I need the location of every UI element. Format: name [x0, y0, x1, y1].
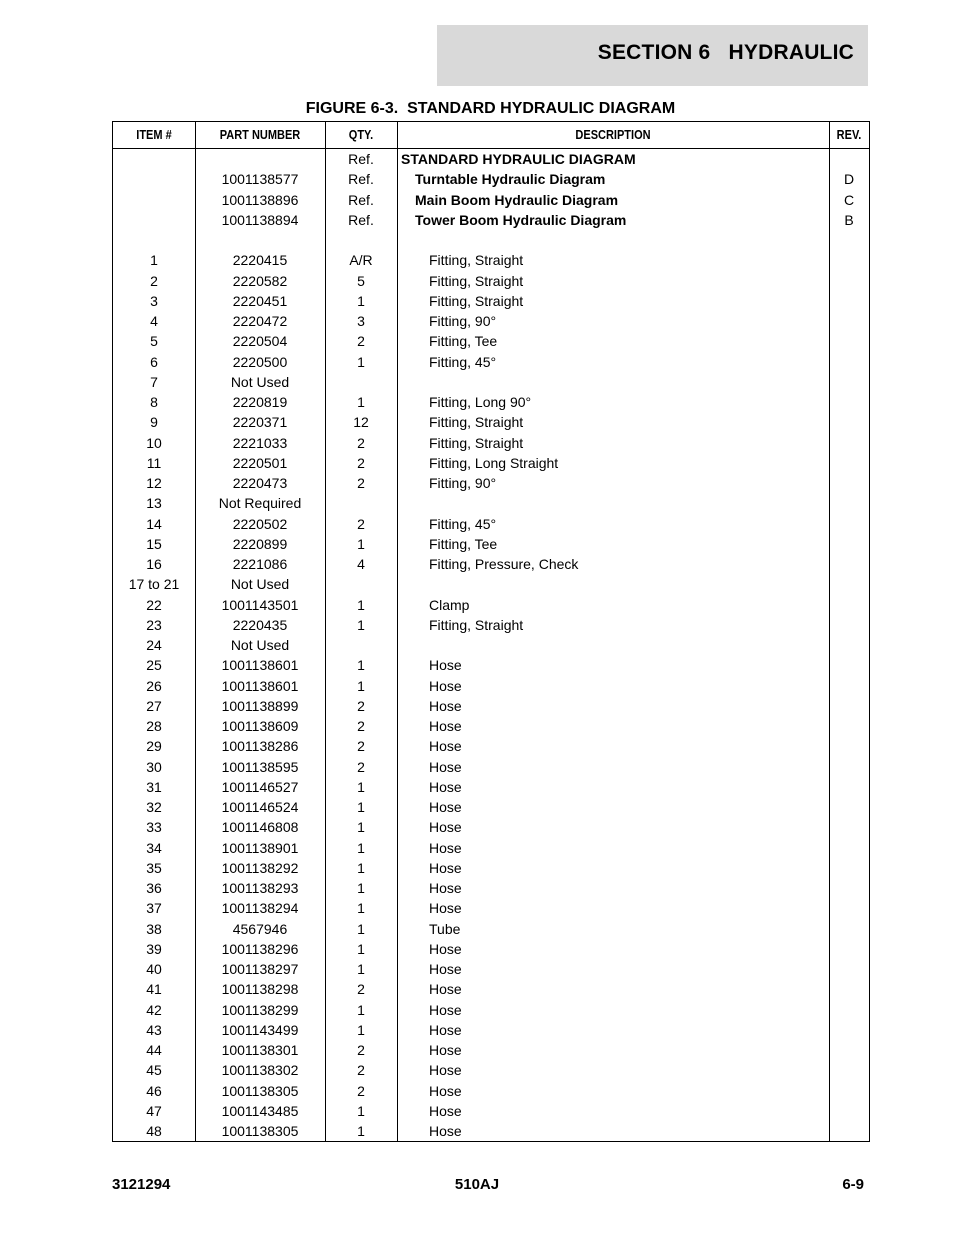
quantity-cell: 1	[357, 657, 365, 674]
description-cell: Hose	[429, 758, 462, 775]
table-row	[113, 534, 869, 554]
quantity-cell: 2	[357, 333, 365, 350]
item-number-cell: 24	[146, 637, 162, 653]
quantity-cell: 1	[357, 799, 365, 815]
table-row	[113, 1121, 869, 1141]
table-row	[113, 838, 869, 858]
description-cell: Hose	[429, 1021, 462, 1038]
description-cell: Clamp	[429, 596, 470, 613]
section-title: SECTION 6 HYDRAULIC	[597, 41, 854, 64]
description-cell: Fitting, Pressure, Check	[429, 556, 579, 572]
part-number-cell: Not Used	[230, 637, 290, 653]
table-row	[113, 939, 869, 959]
figure-title: FIGURE 6-3. STANDARD HYDRAULIC DIAGRAM	[305, 100, 676, 117]
quantity-cell: 12	[353, 414, 369, 431]
footer-model: 510AJ	[454, 1176, 500, 1193]
part-number-cell: 1001138595	[221, 758, 299, 775]
item-number-cell: 22	[146, 596, 162, 613]
quantity-cell: 3	[357, 313, 365, 329]
item-number-cell: 32	[146, 799, 162, 815]
part-number-cell: 1001146524	[221, 799, 299, 815]
part-number-cell: 1001138896	[221, 191, 299, 208]
item-number-cell: 17 to 21	[128, 576, 180, 593]
table-row	[113, 595, 869, 615]
quantity-cell: 1	[357, 394, 365, 410]
item-number-cell: 38	[146, 920, 162, 937]
item-number-cell: 11	[146, 454, 162, 471]
item-number-cell: 26	[146, 677, 162, 694]
item-number-cell: 48	[146, 1123, 162, 1139]
description-cell: Hose	[429, 697, 462, 714]
item-number-cell: 31	[146, 778, 162, 795]
part-number-cell: 2220899	[232, 535, 288, 552]
description-cell: Hose	[429, 859, 462, 876]
item-number-cell: 5	[150, 333, 158, 350]
item-number-cell: 15	[146, 535, 162, 552]
quantity-cell: 2	[357, 515, 365, 532]
quantity-cell: 1	[357, 596, 365, 613]
quantity-cell: 2	[357, 1082, 365, 1099]
table-row	[113, 433, 869, 453]
quantity-cell: 1	[357, 353, 365, 370]
table-row	[113, 878, 869, 898]
table-row	[113, 1040, 869, 1060]
section-banner	[437, 25, 868, 86]
quantity-cell: 2	[357, 718, 365, 734]
description-cell: Hose	[429, 718, 462, 734]
quantity-cell: 2	[357, 1042, 365, 1058]
description-cell: Hose	[429, 778, 462, 795]
item-number-cell: 36	[146, 880, 162, 896]
part-number-cell: 2220819	[232, 394, 288, 410]
quantity-cell: 1	[357, 677, 365, 694]
part-number-cell: 1001138294	[221, 900, 299, 917]
table-row	[113, 331, 869, 351]
revision-cell: C	[843, 191, 855, 208]
quantity-cell: 1	[357, 1123, 365, 1139]
part-number-cell: 1001146527	[221, 778, 299, 795]
part-number-cell: 1001138601	[221, 657, 299, 674]
quantity-cell: 1	[357, 292, 365, 309]
item-number-cell: 1	[150, 252, 158, 269]
item-number-cell: 27	[146, 697, 162, 714]
item-number-cell: 16	[146, 556, 162, 572]
part-number-cell: 1001143485	[221, 1102, 299, 1119]
item-number-cell: 12	[146, 475, 162, 491]
quantity-cell: 5	[357, 272, 365, 289]
column-header-part-number: PART NUMBER	[219, 128, 301, 142]
description-cell: Tube	[429, 920, 461, 937]
table-row	[113, 716, 869, 736]
quantity-cell: 4	[357, 556, 365, 572]
table-row	[113, 696, 869, 716]
table-row	[113, 493, 869, 513]
table-row	[113, 655, 869, 675]
item-number-cell: 25	[146, 657, 162, 674]
description-cell: Fitting, 90°	[429, 475, 497, 491]
description-cell: Hose	[429, 1001, 462, 1018]
table-row	[113, 919, 869, 939]
table-row	[113, 352, 869, 372]
revision-cell: B	[844, 211, 854, 228]
table-row	[113, 372, 869, 392]
quantity-cell: 2	[357, 758, 365, 775]
part-number-cell: 1001138894	[221, 211, 299, 228]
part-number-cell: 2220473	[232, 475, 288, 491]
quantity-cell: 1	[357, 880, 365, 896]
table-row	[113, 777, 869, 797]
item-number-cell: 2	[150, 272, 158, 289]
part-number-cell: Not Used	[230, 373, 290, 390]
table-row	[113, 676, 869, 696]
quantity-cell: 1	[357, 616, 365, 633]
table-row	[113, 271, 869, 291]
table-row	[113, 250, 869, 270]
table-row	[113, 797, 869, 817]
quantity-cell: 2	[357, 697, 365, 714]
part-number-cell: 2220451	[232, 292, 288, 309]
table-row	[113, 757, 869, 777]
description-cell: Hose	[429, 819, 462, 836]
quantity-cell: 1	[357, 819, 365, 836]
part-number-cell: 2220501	[232, 454, 288, 471]
parts-table	[112, 121, 870, 1142]
item-number-cell: 46	[146, 1082, 162, 1099]
quantity-cell: 1	[357, 1001, 365, 1018]
item-number-cell: 6	[150, 353, 158, 370]
quantity-cell: 1	[357, 940, 365, 957]
item-number-cell: 44	[146, 1042, 162, 1058]
description-cell: Fitting, Straight	[429, 616, 524, 633]
table-row	[113, 1081, 869, 1101]
quantity-cell: 1	[357, 1021, 365, 1038]
part-number-cell: 2220582	[232, 272, 288, 289]
quantity-cell: Ref.	[348, 191, 374, 208]
item-number-cell: 10	[146, 434, 162, 451]
part-number-cell: Not Used	[230, 576, 290, 593]
footer-publication-number: 3121294	[112, 1176, 171, 1193]
part-number-cell: 1001138305	[221, 1082, 299, 1099]
part-number-cell: 2220500	[232, 353, 288, 370]
part-number-cell: 1001138899	[221, 697, 299, 714]
item-number-cell: 40	[146, 961, 162, 977]
part-number-cell: 4567946	[232, 920, 288, 937]
part-number-cell: 1001143501	[221, 596, 299, 613]
item-number-cell: 35	[146, 859, 162, 876]
description-cell: Hose	[429, 799, 462, 815]
table-row	[113, 311, 869, 331]
table-row	[113, 979, 869, 999]
table-row	[113, 1060, 869, 1080]
part-number-cell: 1001146808	[221, 819, 299, 836]
item-number-cell: 47	[146, 1102, 162, 1119]
description-cell: Hose	[429, 1082, 462, 1099]
table-row	[113, 514, 869, 534]
description-cell: Fitting, 90°	[429, 313, 497, 329]
part-number-cell: 1001138286	[221, 738, 299, 755]
quantity-cell: 1	[357, 961, 365, 977]
column-header-item: ITEM #	[136, 128, 172, 142]
table-row	[113, 898, 869, 918]
table-row	[113, 412, 869, 432]
quantity-cell: 2	[357, 981, 365, 998]
description-cell: Fitting, Straight	[429, 292, 524, 309]
item-number-cell: 37	[146, 900, 162, 917]
description-cell: Fitting, Straight	[429, 272, 524, 289]
item-number-cell: 30	[146, 758, 162, 775]
description-cell: Tower Boom Hydraulic Diagram	[415, 211, 627, 228]
part-number-cell: 2220504	[232, 333, 288, 350]
item-number-cell: 34	[146, 839, 162, 856]
part-number-cell: 1001138297	[221, 961, 299, 977]
description-cell: Hose	[429, 1062, 462, 1079]
table-row	[113, 554, 869, 574]
part-number-cell: 2220415	[232, 252, 288, 269]
item-number-cell: 9	[150, 414, 158, 431]
description-cell: Fitting, Straight	[429, 414, 524, 431]
part-number-cell: 1001138577	[221, 171, 299, 188]
description-cell: Turntable Hydraulic Diagram	[415, 171, 606, 188]
column-header-qty: QTY.	[348, 128, 374, 142]
table-row	[113, 635, 869, 655]
quantity-cell: 1	[357, 920, 365, 937]
part-number-cell: 1001138298	[221, 981, 299, 998]
table-row	[113, 291, 869, 311]
table-row	[113, 817, 869, 837]
item-number-cell: 33	[146, 819, 162, 836]
description-cell: Hose	[429, 961, 462, 977]
part-number-cell: 1001138301	[221, 1042, 299, 1058]
description-cell: Fitting, 45°	[429, 353, 497, 370]
table-row	[113, 169, 869, 189]
description-cell: Fitting, 45°	[429, 515, 497, 532]
part-number-cell: 1001138292	[221, 859, 299, 876]
item-number-cell: 43	[146, 1021, 162, 1038]
footer-page-number: 6-9	[842, 1176, 864, 1193]
part-number-cell: 1001143499	[221, 1021, 299, 1038]
quantity-cell: 1	[357, 535, 365, 552]
description-cell: Hose	[429, 677, 462, 694]
table-row	[113, 574, 869, 594]
item-number-cell: 3	[150, 292, 158, 309]
table-row	[113, 230, 869, 250]
quantity-cell: 2	[357, 434, 365, 451]
quantity-cell: 2	[357, 475, 365, 491]
column-header-rev: REV.	[836, 128, 862, 142]
description-cell: Hose	[429, 880, 462, 896]
table-row	[113, 1000, 869, 1020]
table-row	[113, 210, 869, 230]
part-number-cell: 2220472	[232, 313, 288, 329]
item-number-cell: 29	[146, 738, 162, 755]
table-row	[113, 1101, 869, 1121]
part-number-cell: 2221086	[232, 556, 288, 572]
part-number-cell: 1001138609	[221, 718, 299, 734]
description-cell: Hose	[429, 1042, 462, 1058]
table-row	[113, 392, 869, 412]
item-number-cell: 8	[150, 394, 158, 410]
table-row	[113, 858, 869, 878]
part-number-cell: 1001138296	[221, 940, 299, 957]
part-number-cell: 1001138302	[221, 1062, 299, 1079]
item-number-cell: 7	[150, 373, 158, 390]
item-number-cell: 14	[146, 515, 162, 532]
description-cell: Fitting, Long Straight	[429, 454, 559, 471]
item-number-cell: 23	[146, 616, 162, 633]
part-number-cell: 2220371	[232, 414, 288, 431]
quantity-cell: Ref.	[348, 211, 374, 228]
description-cell: Fitting, Tee	[429, 333, 498, 350]
table-row	[113, 959, 869, 979]
item-number-cell: 41	[146, 981, 162, 998]
quantity-cell: 1	[357, 839, 365, 856]
description-cell: STANDARD HYDRAULIC DIAGRAM	[401, 151, 636, 167]
item-number-cell: 28	[146, 718, 162, 734]
description-cell: Fitting, Straight	[429, 434, 524, 451]
part-number-cell: 2220435	[232, 616, 288, 633]
description-cell: Hose	[429, 900, 462, 917]
table-row	[113, 473, 869, 493]
quantity-cell: 1	[357, 778, 365, 795]
item-number-cell: 13	[146, 495, 162, 512]
part-number-cell: 1001138601	[221, 677, 299, 694]
quantity-cell: Ref.	[348, 171, 374, 188]
table-row	[113, 736, 869, 756]
description-cell: Hose	[429, 940, 462, 957]
description-cell: Fitting, Straight	[429, 252, 524, 269]
description-cell: Hose	[429, 839, 462, 856]
part-number-cell: 1001138305	[221, 1123, 299, 1139]
revision-cell: D	[843, 171, 855, 188]
description-cell: Hose	[429, 738, 462, 755]
description-cell: Hose	[429, 1102, 462, 1119]
description-cell: Fitting, Long 90°	[429, 394, 532, 410]
table-row	[113, 615, 869, 635]
description-cell: Hose	[429, 657, 462, 674]
part-number-cell: 1001138901	[221, 839, 299, 856]
quantity-cell: A/R	[349, 252, 373, 269]
table-row	[113, 190, 869, 210]
quantity-cell: 2	[357, 1062, 365, 1079]
item-number-cell: 45	[146, 1062, 162, 1079]
table-row	[113, 149, 869, 169]
description-cell: Fitting, Tee	[429, 535, 498, 552]
item-number-cell: 42	[146, 1001, 162, 1018]
table-row	[113, 453, 869, 473]
quantity-cell: 1	[357, 900, 365, 917]
part-number-cell: 2220502	[232, 515, 288, 532]
column-header-description: DESCRIPTION	[575, 128, 651, 142]
description-cell: Hose	[429, 1123, 462, 1139]
table-row	[113, 1020, 869, 1040]
description-cell: Main Boom Hydraulic Diagram	[415, 191, 619, 208]
quantity-cell: 2	[357, 738, 365, 755]
quantity-cell: Ref.	[348, 151, 374, 167]
part-number-cell: Not Required	[218, 495, 302, 512]
part-number-cell: 1001138293	[221, 880, 299, 896]
description-cell: Hose	[429, 981, 462, 998]
part-number-cell: 1001138299	[221, 1001, 299, 1018]
item-number-cell: 4	[150, 313, 158, 329]
quantity-cell: 1	[357, 1102, 365, 1119]
item-number-cell: 39	[146, 940, 162, 957]
quantity-cell: 2	[357, 454, 365, 471]
part-number-cell: 2221033	[232, 434, 288, 451]
quantity-cell: 1	[357, 859, 365, 876]
